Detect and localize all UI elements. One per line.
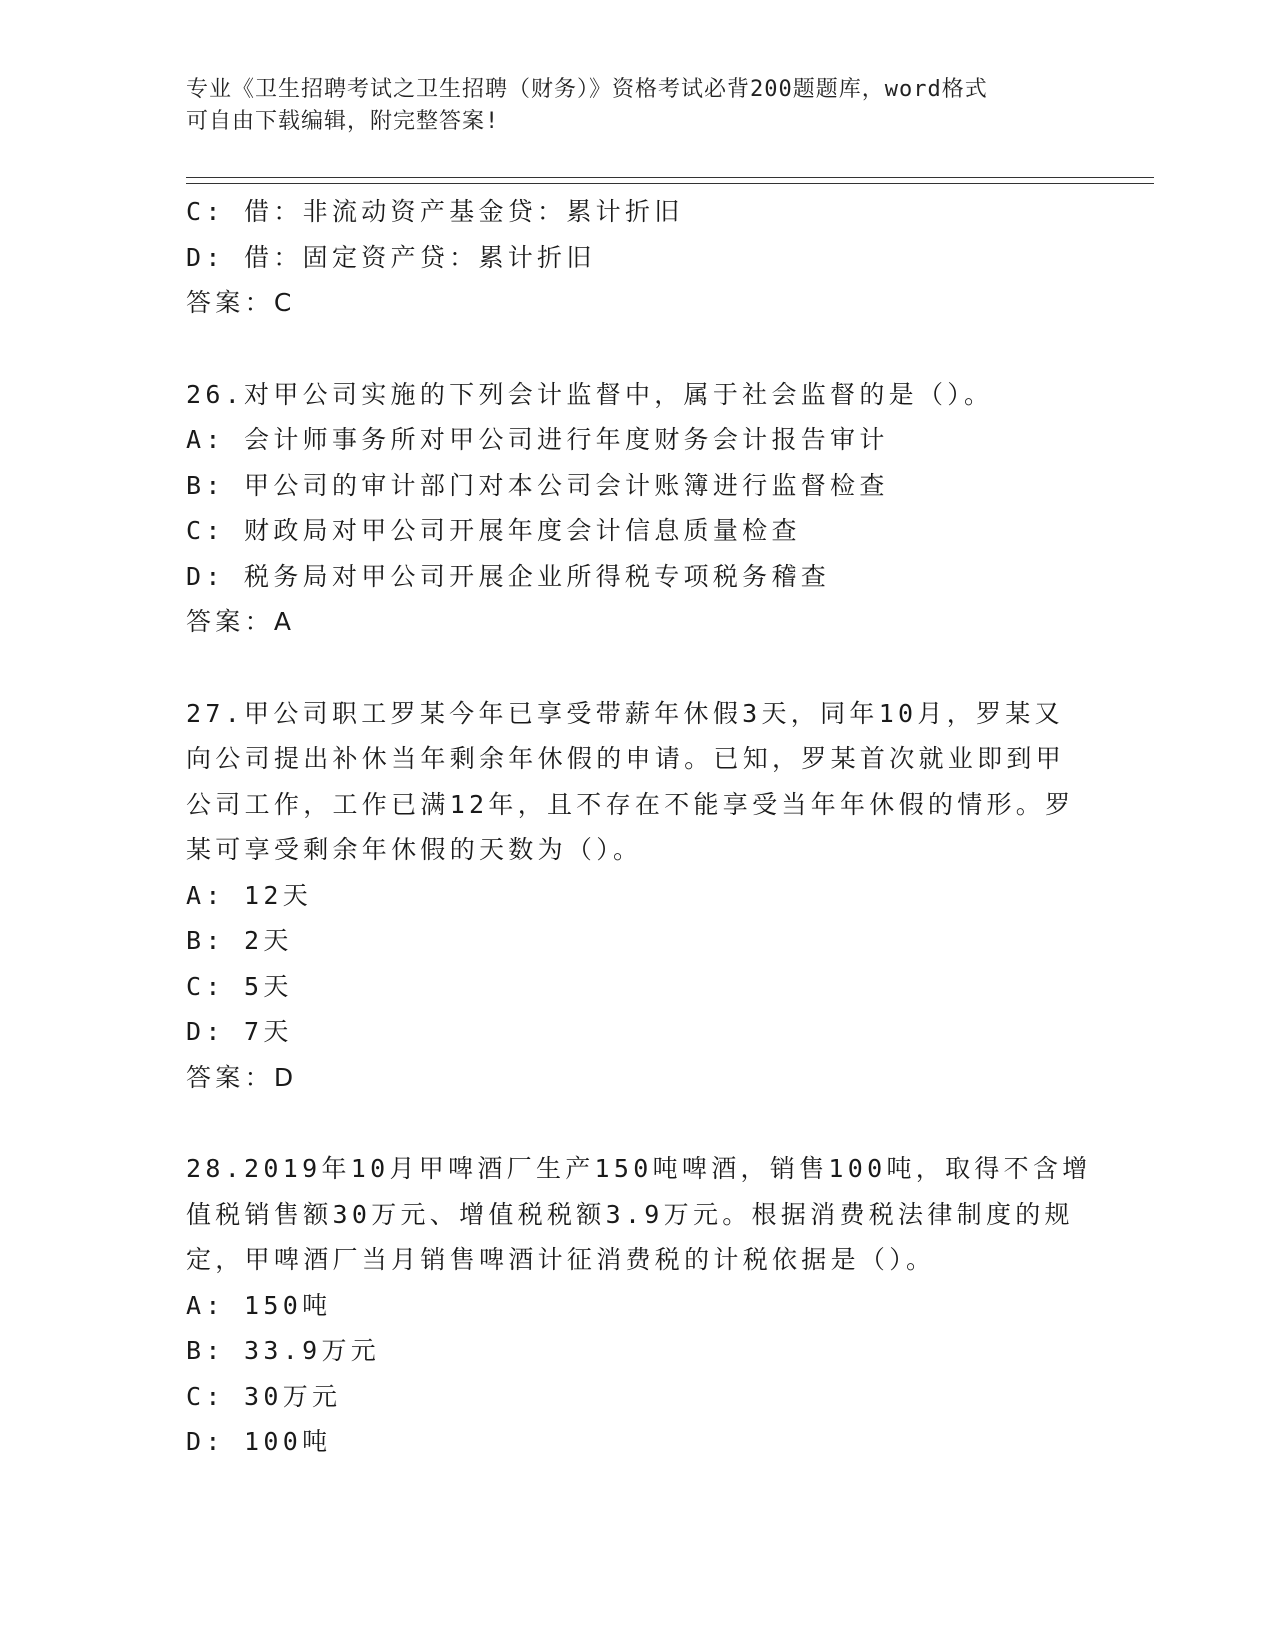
option-c: C: 30万元 — [186, 1381, 342, 1411]
option-d: D: 税务局对甲公司开展企业所得税专项税务稽查 — [186, 561, 831, 591]
answer-line: 答案：A — [186, 607, 296, 636]
option-d: D: 借：固定资产贷：累计折旧 — [186, 242, 596, 272]
question-stem-line: 27.甲公司职工罗某今年已享受带薪年休假3天，同年10月，罗某又 — [186, 698, 1064, 728]
spacer — [186, 645, 1086, 691]
answer-line: 答案：D — [186, 1062, 298, 1092]
document-header — [186, 74, 1086, 138]
question-stem-line: 公司工作，工作已满12年，且不存在不能享受当年年休假的情形。罗 — [186, 789, 1075, 819]
option-c: C: 5天 — [186, 971, 293, 1001]
option-a: A: 150吨 — [186, 1290, 332, 1320]
question-list — [186, 189, 1092, 1465]
question-stem-line: 定，甲啤酒厂当月销售啤酒计征消费税的计税依据是（）。 — [186, 1245, 936, 1274]
header-title-line-1: 专业《卫生招聘考试之卫生招聘（财务）》资格考试必背200题题库，word格式 — [186, 77, 988, 102]
option-c: C: 借：非流动资产基金贷：累计折旧 — [186, 197, 684, 226]
question-stem-line: 向公司提出补休当年剩余年休假的申请。已知，罗某首次就业即到甲 — [186, 744, 1066, 773]
option-d: D: 100吨 — [186, 1427, 332, 1456]
question-27 — [186, 691, 1086, 1101]
question-28 — [186, 1146, 1092, 1465]
option-c: C: 财政局对甲公司开展年度会计信息质量检查 — [186, 516, 801, 545]
option-a: A: 12天 — [186, 880, 313, 910]
header-title-line-2: 可自由下载编辑，附完整答案! — [186, 109, 500, 134]
option-b: B: 2天 — [186, 926, 293, 955]
header-divider-bottom — [186, 183, 1154, 184]
option-d: D: 7天 — [186, 1017, 293, 1046]
question-25-tail — [186, 189, 1086, 326]
answer-line: 答案：C — [186, 288, 296, 317]
option-b: B: 甲公司的审计部门对本公司会计账簿进行监督检查 — [186, 470, 889, 500]
option-a: A: 会计师事务所对甲公司进行年度财务会计报告审计 — [186, 425, 889, 454]
question-stem-line: 28.2019年10月甲啤酒厂生产150吨啤酒，销售100吨，取得不含增 — [186, 1154, 1092, 1183]
question-26 — [186, 372, 1086, 645]
option-b: B: 33.9万元 — [186, 1336, 381, 1365]
header-divider-top — [186, 177, 1154, 178]
question-stem: 26.对甲公司实施的下列会计监督中，属于社会监督的是（）。 — [186, 379, 994, 409]
spacer — [186, 1100, 1086, 1146]
spacer — [186, 326, 1086, 372]
question-stem-line: 某可享受剩余年休假的天数为（）。 — [186, 835, 643, 864]
question-stem-line: 值税销售额30万元、增值税税额3.9万元。根据消费税法律制度的规 — [186, 1199, 1074, 1229]
